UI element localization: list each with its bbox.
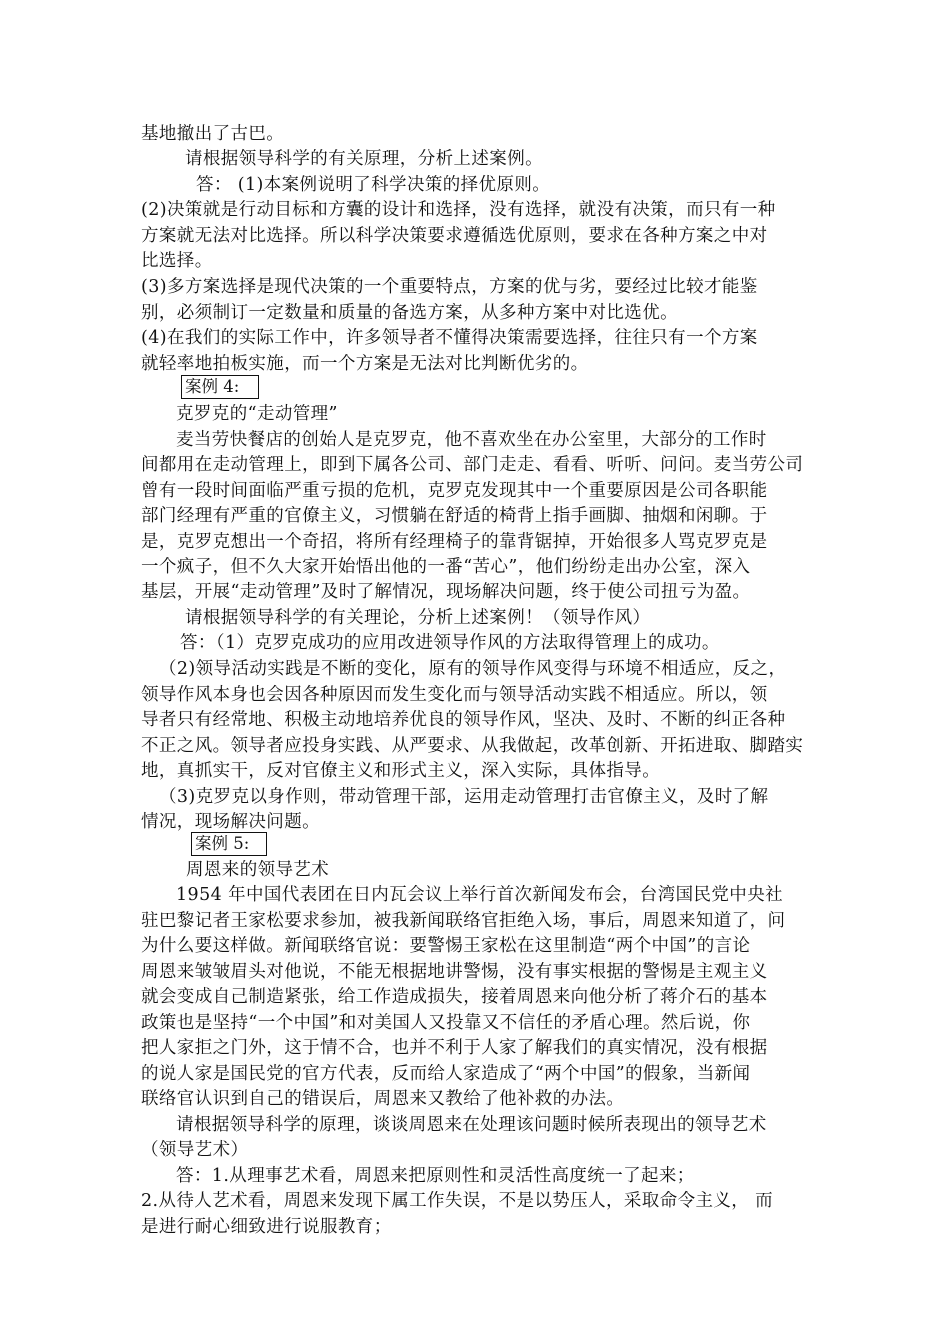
case-4-answer-line: 导者只有经常地、积极主动地培养优良的领导作风，坚决、及时、不断的纠正各种 bbox=[141, 710, 786, 730]
case-4-answer-line: 答：（1）克罗克成功的应用改进领导作风的方法取得管理上的成功。 bbox=[180, 633, 720, 653]
answer-line: 别，必须制订一定数量和质量的备选方案，从多种方案中对比选优。 bbox=[141, 303, 678, 323]
case-4-paragraph-line: 麦当劳快餐店的创始人是克罗克，他不喜欢坐在办公室里，大部分的工作时 bbox=[176, 430, 767, 450]
case-4-answer-line: （2)领导活动实践是不断的变化，原有的领导作风变得与环境不相适应，反之， bbox=[159, 659, 787, 679]
answer-line: 比选择。 bbox=[141, 251, 213, 271]
intro-line: 基地撤出了古巴。 bbox=[141, 124, 285, 144]
case-5-answer-line: 是进行耐心细致进行说服教育； bbox=[141, 1217, 392, 1237]
case-4-question: 请根据领导科学的有关理论，分析上述案例！（领导作风） bbox=[185, 608, 651, 628]
case-4-answer-line: 情况，现场解决问题。 bbox=[141, 812, 320, 832]
case-4-label: 案例 4: bbox=[181, 375, 259, 399]
answer-line: (4)在我们的实际工作中，许多领导者不懂得决策需要选择，往往只有一个方案 bbox=[141, 328, 758, 348]
case-5-question: 请根据领导科学的原理，谈谈周恩来在处理该问题时候所表现出的领导艺术 bbox=[176, 1115, 767, 1135]
case-5-paragraph-line: 驻巴黎记者王家松要求参加，被我新闻联络官拒绝入场，事后，周恩来知道了，问 bbox=[141, 911, 786, 931]
case-5-answer-line: 2.从待人艺术看，周恩来发现下属工作失误，不是以势压人，采取命令主义， 而 bbox=[141, 1191, 774, 1211]
case-5-title: 周恩来的领导艺术 bbox=[186, 860, 330, 880]
case-4-paragraph-line: 是，克罗克想出一个奇招，将所有经理椅子的靠背锯掉，开始很多人骂克罗克是 bbox=[141, 532, 768, 552]
case-5-paragraph-line: 周恩来皱皱眉头对他说，不能无根据地讲警惕，没有事实根据的警惕是主观主义 bbox=[141, 962, 768, 982]
case-5-paragraph-line: 联络官认识到自己的错误后，周恩来又教给了他补救的办法。 bbox=[141, 1089, 625, 1109]
case-4-paragraph-line: 一个疯子，但不久大家开始悟出他的一番“苦心”，他们纷纷走出办公室，深入 bbox=[141, 557, 751, 577]
case-4-answer-line: （3)克罗克以身作则，带动管理干部，运用走动管理打击官僚主义，及时了解 bbox=[159, 787, 769, 807]
answer-line: (2)决策就是行动目标和方囊的设计和选择，没有选择，就没有决策，而只有一种 bbox=[141, 200, 776, 220]
answer-line: 答： (1)本案例说明了科学决策的择优原则。 bbox=[196, 175, 551, 195]
answer-line: 方案就无法对比选择。所以科学决策要求遵循选优原则，要求在各种方案之中对 bbox=[141, 226, 768, 246]
case-4-paragraph-line: 部门经理有严重的官僚主义，习惯躺在舒适的椅背上指手画脚、抽烟和闲聊。于 bbox=[141, 506, 768, 526]
case-4-title: 克罗克的“走动管理” bbox=[176, 404, 338, 424]
case-4-paragraph-line: 基层，开展“走动管理”及时了解情况，现场解决问题，终于使公司扭亏为盈。 bbox=[141, 582, 751, 602]
answer-line: 就轻率地拍板实施，而一个方案是无法对比判断优劣的。 bbox=[141, 354, 589, 374]
question-text: 请根据领导科学的有关原理，分析上述案例。 bbox=[185, 149, 543, 169]
case-5-paragraph-line: 的说人家是国民党的官方代表，反而给人家造成了“两个中国”的假象，当新闻 bbox=[141, 1064, 751, 1084]
case-5-question-tag: （领导艺术） bbox=[141, 1140, 249, 1160]
case-5-answer-line: 答：1.从理事艺术看，周恩来把原则性和灵活性高度统一了起来； bbox=[176, 1166, 695, 1186]
case-5-paragraph-line: 政策也是坚持“一个中国”和对美国人又投靠又不信任的矛盾心理。然后说，你 bbox=[141, 1013, 751, 1033]
case-4-answer-line: 领导作风本身也会因各种原因而发生变化而与领导活动实践不相适应。所以，领 bbox=[141, 685, 768, 705]
case-5-paragraph-line: 就会变成自己制造紧张，给工作造成损失，接着周恩来向他分析了蒋介石的基本 bbox=[141, 987, 768, 1007]
case-5-paragraph-line: 把人家拒之门外，这于情不合，也并不利于人家了解我们的真实情况，没有根据 bbox=[141, 1038, 768, 1058]
case-5-label: 案例 5: bbox=[191, 832, 267, 856]
answer-line: (3)多方案选择是现代决策的一个重要特点，方案的优与劣，要经过比较才能鉴 bbox=[141, 277, 758, 297]
case-4-paragraph-line: 曾有一段时间面临严重亏损的危机，克罗克发现其中一个重要原因是公司各职能 bbox=[141, 481, 768, 501]
case-4-answer-line: 地，真抓实干，反对官僚主义和形式主义，深入实际，具体指导。 bbox=[141, 761, 661, 781]
case-4-answer-line: 不正之风。领导者应投身实践、从严要求、从我做起，改革创新、开拓进取、脚踏实 bbox=[141, 736, 804, 756]
case-5-paragraph-line: 1954 年中国代表团在日内瓦会议上举行首次新闻发布会，台湾国民党中央社 bbox=[176, 885, 783, 905]
case-4-paragraph-line: 间都用在走动管理上，即到下属各公司、部门走走、看看、听听、问问。麦当劳公司 bbox=[141, 455, 804, 475]
case-5-paragraph-line: 为什么要这样做。新闻联络官说：要警惕王家松在这里制造“两个中国”的言论 bbox=[141, 936, 751, 956]
